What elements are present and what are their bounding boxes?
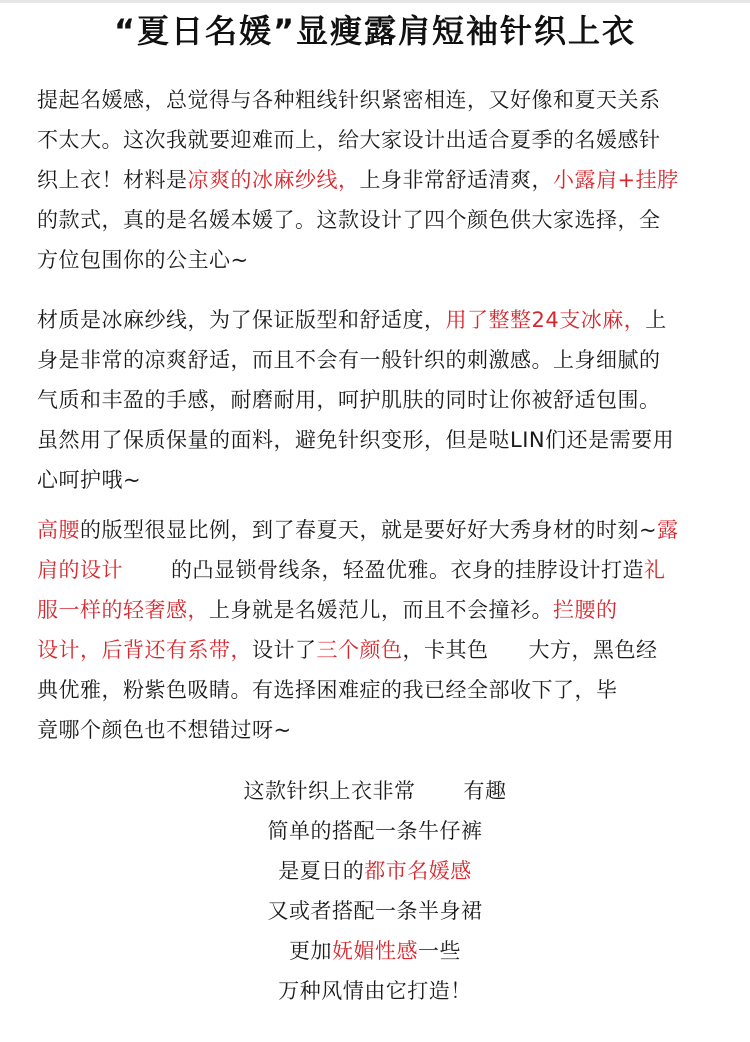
text-line: 气质和丰盈的手感，耐磨耐用，呵护肌肤的同时让你被舒适包围。	[37, 388, 661, 412]
text-line: 高腰的版型很显比例，到了春夏天，就是要好好大秀身材的时刻~露	[37, 518, 679, 542]
highlight-text: 设计，后背还有系带，	[37, 638, 252, 662]
highlight-text: 用了整整24支冰麻，	[445, 308, 646, 332]
text-line: 竟哪个颜色也不想错过呀~	[37, 718, 292, 742]
highlight-text: 礼	[644, 558, 666, 582]
page-title: “夏日名媛”显瘦露肩短袖针织上衣	[113, 12, 637, 50]
text-line: 是夏日的都市名媛感	[278, 859, 472, 883]
text-line: 身是非常的凉爽舒适，而且不会有一般针织的刺激感。上身细腻的	[37, 348, 661, 372]
text-line: 虽然用了保质保量的面料，避免针织变形，但是哒LIN们还是需要用	[37, 428, 675, 452]
closing-verse	[0, 771, 750, 1011]
text-line: 提起名媛感，总觉得与各种粗线针织紧密相连，又好像和夏天关系	[37, 88, 661, 112]
material-paragraph	[37, 300, 717, 500]
text-line: 不太大。这次我就要迎难而上，给大家设计出适合夏季的名媛感针	[37, 128, 661, 152]
text-line: 典优雅，粉紫色吸睛。有选择困难症的我已经全部收下了，毕	[37, 678, 618, 702]
highlight-text: 妩媚性感	[332, 939, 418, 963]
text-line: 这款针织上衣非常 有趣	[243, 779, 507, 803]
text-line: 更加妩媚性感一些	[289, 939, 461, 963]
text-line: 又或者搭配一条半身裙	[267, 899, 483, 923]
design-paragraph	[37, 510, 717, 750]
highlight-text: 肩的设计	[37, 558, 123, 582]
text-line: 简单的搭配一条牛仔裤	[267, 819, 483, 843]
text-line: 肩的设计 的凸显锁骨线条，轻盈优雅。衣身的挂脖设计打造礼	[37, 558, 666, 582]
text-line: 的款式，真的是名媛本媛了。这款设计了四个颜色供大家选择，全	[37, 208, 661, 232]
highlight-text: 服一样的轻奢感，	[37, 598, 209, 622]
highlight-text: 露	[657, 518, 679, 542]
highlight-text: 都市名媛感	[364, 859, 472, 883]
highlight-text: 凉爽的冰麻纱线，	[187, 168, 360, 192]
text-line: 心呵护哦~	[37, 468, 142, 492]
top-divider	[0, 0, 750, 3]
highlight-text: 三个颜色	[316, 638, 403, 662]
text-line: 材质是冰麻纱线，为了保证版型和舒适度，用了整整24支冰麻，上	[37, 308, 667, 332]
text-line: 万种风情由它打造！	[278, 979, 472, 1003]
intro-paragraph	[37, 80, 717, 280]
highlight-text: 高腰	[37, 518, 80, 542]
text-line: 方位包围你的公主心~	[37, 248, 249, 272]
text-line: 服一样的轻奢感，上身就是名媛范儿，而且不会撞衫。拦腰的	[37, 598, 618, 622]
highlight-text: 小露肩+挂脖	[553, 168, 679, 192]
highlight-text: 拦腰的	[553, 598, 618, 622]
text-line: 设计，后背还有系带，设计了三个颜色，卡其色 大方，黑色经	[37, 638, 658, 662]
text-line: 织上衣！材料是凉爽的冰麻纱线，上身非常舒适清爽，小露肩+挂脖	[37, 168, 679, 192]
